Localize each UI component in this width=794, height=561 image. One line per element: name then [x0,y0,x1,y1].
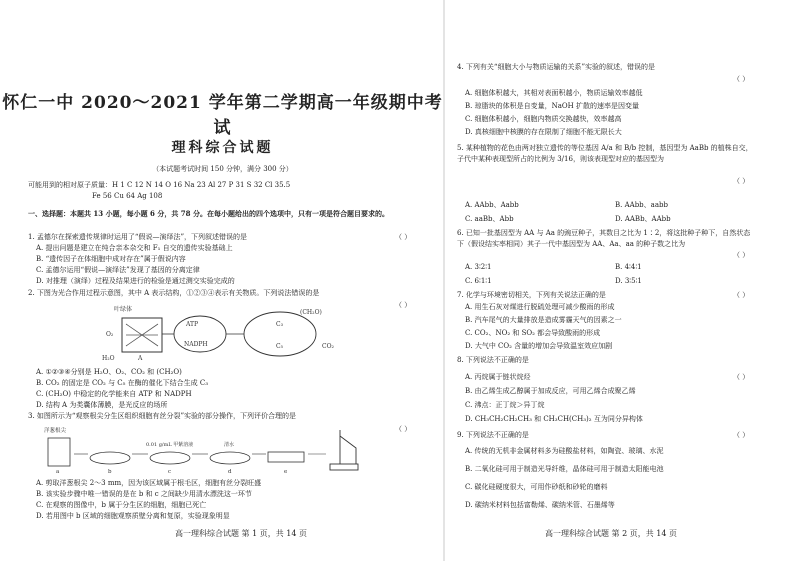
q9-option-c: C. 碳化硅硬度很大，可用作砂纸和砂轮的磨料 [465,483,608,491]
q3-option-b: B. 该实验步骤中唯一错误的是在 b 和 c 之间缺少用清水漂洗这一环节 [36,490,252,498]
q3-stem: 3. 如图所示为“观察根尖分生区组织细胞有丝分裂”实验的部分操作，下列评价合理的是 [28,412,297,420]
q5-stem: 5. 某种植物的花色由两对独立遗传的等位基因 A/a 和 B/b 控制，基因型为 AaBb 的植株自交，子代中某种表现型所占的比例为 3/16，则该表现型对应的基因型为 [457,144,753,163]
q7-answer-paren: （ ） [733,291,750,299]
svg-text:e: e [284,469,288,474]
q2-option-b: B. CO₂ 的固定是 CO₂ 与 C₅ 在酶的催化下结合生成 C₃ [36,379,209,387]
q2-option-a: A. ①②③④分别是 H₂O、O₂、CO₂ 和 (CH₂O) [36,368,182,376]
q4-option-a: A. 细胞体积越大，其相对表面积越小，物质运输效率越低 [465,89,643,97]
atomic-mass-line-1: 可能用到的相对原子质量：H 1 C 12 N 14 O 16 Na 23 Al 27 P 31 S 32 Cl 35.5 [28,181,291,189]
q5-option-a: A. AAbb、Aabb [465,201,519,209]
label-dye: 0.01 g/mL 甲紫溶液 [146,442,194,448]
q9-option-b: B. 二氧化硅可用于制造光导纤维，晶体硅可用于制造太阳能电池 [465,465,664,473]
q7-option-d: D. 大气中 CO₂ 含量的增加会导致温室效应加剧 [465,342,613,350]
q3-option-a: A. 剪取洋葱根尖 2～3 mm，因为该区域属于根毛区，细胞有丝分裂旺盛 [36,479,262,487]
photosynthesis-diagram [100,302,350,364]
q8-option-d: D. CH₃CH₂CH₂CH₃ 和 CH₃CH(CH₃)₂ 互为同分异构体 [465,415,643,423]
label-c5: C₅ [276,343,283,350]
exam-note: （本试题考试时间 150 分钟，满分 300 分） [152,165,293,173]
label-co2: CO₂ [322,343,334,350]
q7-option-a: A. 用生石灰对煤进行脱硫处理可减少酸雨的形成 [465,303,615,311]
svg-text:c: c [168,469,172,474]
q6-option-b: B. 4∶4∶1 [615,263,642,271]
q2-option-c: C. (CH₂O) 中稳定的化学能来自 ATP 和 NADPH [36,390,192,398]
label-h2o: H₂O [102,355,115,362]
q3-option-c: C. 在观察的图像中，b 属于分生区的细胞，细胞已死亡 [36,501,207,509]
atomic-mass-line-2: Fe 56 Cu 64 Ag 108 [92,192,163,200]
q1-option-d: D. 对推理（演绎）过程及结果进行的检验是通过测交实验完成的 [36,277,235,285]
label-structure-a: A [138,355,143,362]
q6-option-c: C. 6∶1∶1 [465,277,492,285]
svg-text:d: d [228,469,232,474]
q8-option-c: C. 沸点：正丁烷＞异丁烷 [465,401,545,409]
q7-option-b: B. 汽车尾气的大量排放是造成雾霾天气的因素之一 [465,316,622,324]
q4-option-c: C. 细胞体积越小，细胞内物质交换越快，效率越高 [465,115,622,123]
label-o2: O₂ [106,331,114,338]
label-ch2o: (CH₂O) [300,309,322,316]
q9-option-a: A. 传统的无机非金属材料多为硅酸盐材料，如陶瓷、玻璃、水泥 [465,447,664,455]
q3-answer-paren: （ ） [395,425,412,433]
q4-answer-paren: （ ） [733,75,750,83]
q8-answer-paren: （ ） [733,373,750,381]
label-chloroplast: 叶绿体 [114,306,133,313]
microscope-icon [330,430,358,470]
label-c3: C₃ [276,321,283,328]
q5-option-b: B. AAbb、aabb [615,201,668,209]
label-onion-root: 洋葱根尖 [44,428,67,434]
q1-answer-paren: （ ） [395,233,412,241]
exam-title: 怀仁一中 2020～2021 学年第二学期高一年级期中考试 [2,93,443,138]
q4-option-b: B. 琼脂块的体积是自变量，NaOH 扩散的速率是因变量 [465,102,639,110]
label-atp: ATP [186,321,199,328]
label-nadph: NADPH [184,341,208,348]
q9-answer-paren: （ ） [733,431,750,439]
q7-option-c: C. CO₂、NO₂ 和 SO₂ 都会导致酸雨的形成 [465,329,601,337]
q8-stem: 8. 下列说法不正确的是 [457,356,529,364]
q9-option-d: D. 碳纳米材料包括富勒烯、碳纳米管、石墨烯等 [465,501,615,509]
q1-stem: 1. 孟德尔在探索遗传规律时运用了“假说—演绎法”，下列叙述错误的是 [28,233,248,241]
q6-answer-paren: （ ） [733,251,750,259]
q3-option-d: D. 若用图中 b 区域的细胞观察质壁分离和复原，实验现象明显 [36,512,230,520]
svg-text:b: b [108,469,112,474]
mitosis-procedure-diagram [40,424,400,474]
q7-stem: 7. 化学与环境密切相关，下列有关说法正确的是 [457,291,606,299]
q6-stem: 6. 已知一批基因型为 AA 与 Aa 的豌豆种子，其数目之比为 1∶2，将这批种子种下，自然状态下（假设结实率相同）其子一代中基因型为 AA、Aa、aa 的种子数之比为 [457,229,751,248]
page-1-footer: 高一理科综合试题 第 1 页，共 14 页 [175,529,307,538]
q1-option-b: B. “遗传因子在体细胞中成对存在”属于假说内容 [36,255,186,263]
q2-answer-paren: （ ） [395,301,412,309]
svg-text:a: a [56,469,60,474]
q5-option-c: C. aaBb、Abb [465,215,514,223]
q6-option-a: A. 3∶2∶1 [465,263,492,271]
section-1-heading: 一、选择题：本题共 13 小题，每小题 6 分，共 78 分。在每小题给出的四个选项中，只有一项是符合题目要求的。 [28,209,389,218]
q8-option-a: A. 丙烷属于链状烷烃 [465,373,531,381]
q8-option-b: B. 由乙烯生成乙醇属于加成反应，可用乙烯合成聚乙烯 [465,387,636,395]
q1-option-a: A. 提出问题是建立在纯合亲本杂交和 F₁ 自交的遗传实验基础上 [36,244,233,252]
exam-page-2 [445,0,794,561]
q2-stem: 2. 下图为光合作用过程示意图，其中 A 表示结构，①②③④表示有关物质。下列说法错误的是 [28,289,320,297]
exam-subtitle: 理科综合试题 [171,140,274,156]
q4-option-d: D. 真核细胞中核膜的存在限制了细胞不能无限长大 [465,128,622,136]
q6-option-d: D. 3∶5∶1 [615,277,642,285]
q4-stem: 4. 下列有关“细胞大小与物质运输的关系”实验的叙述，错误的是 [457,63,656,71]
q2-option-d: D. 结构 A 为类囊体薄膜，是光反应的场所 [36,401,168,409]
q5-answer-paren: （ ） [733,177,750,185]
q1-option-c: C. 孟德尔运用“假说—演绎法”发现了基因的分离定律 [36,266,200,274]
page-2-footer: 高一理科综合试题 第 2 页，共 14 页 [545,529,677,538]
label-water: 清水 [224,442,235,448]
q5-option-d: D. AABb、AAbb [615,215,671,223]
q9-stem: 9. 下列说法不正确的是 [457,431,529,439]
